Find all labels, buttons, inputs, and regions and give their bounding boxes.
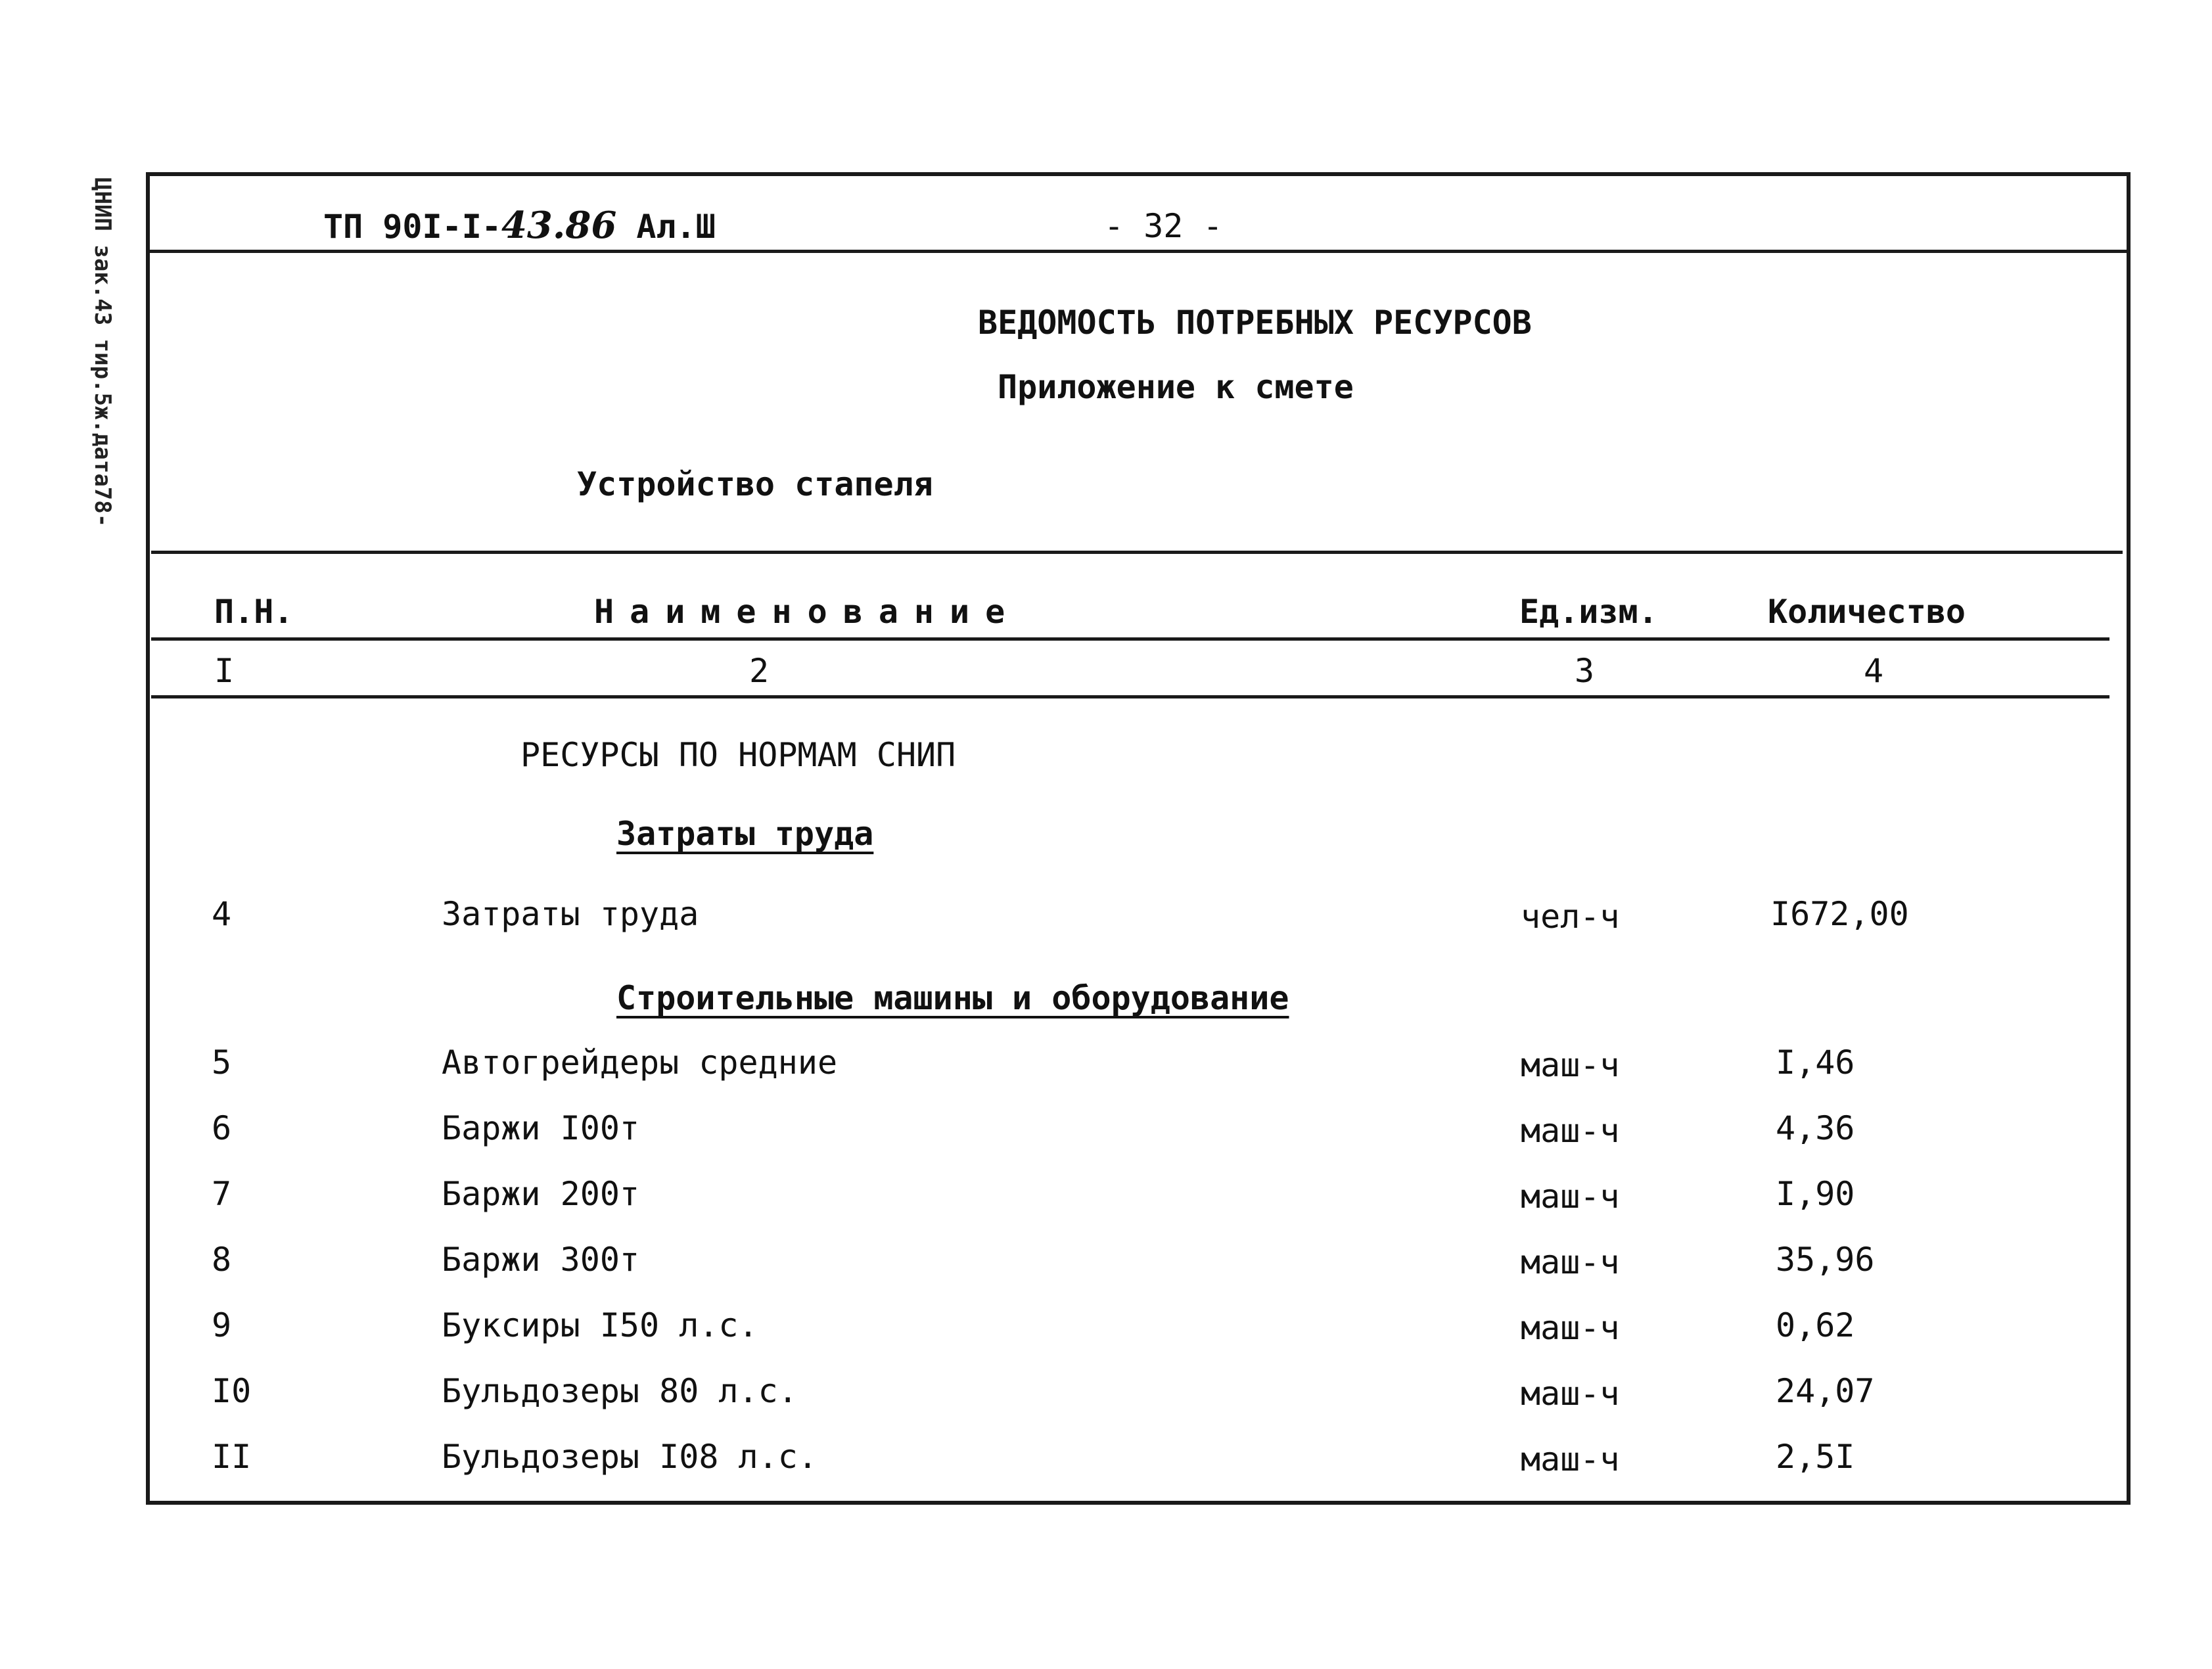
column-header-quantity: Количество: [1768, 593, 1966, 631]
row-unit: маш-ч: [1521, 1440, 1620, 1478]
column-number-4: 4: [1864, 652, 1884, 690]
row-unit: маш-ч: [1521, 1309, 1620, 1347]
row-number: 6: [212, 1109, 232, 1147]
row-quantity: I,46: [1776, 1043, 1855, 1082]
row-unit: маш-ч: [1521, 1243, 1620, 1281]
document-code-suffix: Ал.Ш: [636, 208, 716, 246]
row-number: II: [212, 1438, 252, 1476]
row-unit: маш-ч: [1521, 1112, 1620, 1150]
document-code-handwritten: 43.86: [501, 204, 617, 247]
row-number: 7: [212, 1175, 232, 1213]
row-name: Буксиры I50 л.с.: [442, 1306, 758, 1344]
row-name: Затраты труда: [442, 895, 699, 933]
column-header-name: Наименование: [594, 593, 1021, 631]
document-code-prefix: ТП 90I-I-: [323, 208, 501, 246]
column-number-2: 2: [749, 652, 770, 690]
row-quantity: 2,5I: [1776, 1438, 1855, 1476]
column-header-rule: [151, 637, 2109, 641]
page-number: - 32 -: [1104, 207, 1223, 245]
row-unit: маш-ч: [1521, 1177, 1620, 1216]
group-title-machines: Строительные машины и оборудование: [616, 979, 1289, 1017]
row-number: I0: [212, 1372, 252, 1410]
row-quantity: I672,00: [1770, 895, 1909, 933]
row-quantity: 35,96: [1776, 1241, 1875, 1279]
row-quantity: 0,62: [1776, 1306, 1855, 1344]
row-number: 4: [212, 895, 232, 933]
row-name: Баржи I00т: [442, 1109, 640, 1147]
header-rule: [146, 250, 2131, 253]
row-name: Бульдозеры I08 л.с.: [442, 1438, 818, 1476]
document-subtitle: Приложение к смете: [998, 368, 1354, 406]
row-unit: маш-ч: [1521, 1375, 1620, 1413]
document-code: [323, 204, 716, 247]
row-name: Бульдозеры 80 л.с.: [442, 1372, 798, 1410]
row-number: 8: [212, 1241, 232, 1279]
group-title-labor: Затраты труда: [616, 815, 874, 853]
column-header-number: П.Н.: [214, 593, 294, 631]
row-name: Баржи 200т: [442, 1175, 640, 1213]
margin-stamp: [84, 177, 124, 532]
margin-stamp-text: ЦНИП зак.43 тир.5ж.дата78-: [89, 177, 116, 528]
row-name: Баржи 300т: [442, 1241, 640, 1279]
object-name: Устройство стапеля: [577, 465, 933, 503]
row-quantity: 24,07: [1776, 1372, 1875, 1410]
table-top-rule: [151, 551, 2123, 554]
column-number-1: I: [214, 652, 235, 690]
row-number: 9: [212, 1306, 232, 1344]
row-unit: чел-ч: [1521, 898, 1620, 936]
row-unit: маш-ч: [1521, 1046, 1620, 1084]
section-heading: РЕСУРСЫ ПО НОРМАМ СНИП: [520, 736, 956, 774]
row-name: Автогрейдеры средние: [442, 1043, 838, 1082]
row-quantity: I,90: [1776, 1175, 1855, 1213]
column-number-3: 3: [1575, 652, 1595, 690]
row-number: 5: [212, 1043, 232, 1082]
column-number-rule: [151, 695, 2109, 698]
document-title: ВЕДОМОСТЬ ПОТРЕБНЫХ РЕСУРСОВ: [978, 304, 1532, 342]
row-quantity: 4,36: [1776, 1109, 1855, 1147]
column-header-unit: Ед.изм.: [1519, 593, 1658, 631]
